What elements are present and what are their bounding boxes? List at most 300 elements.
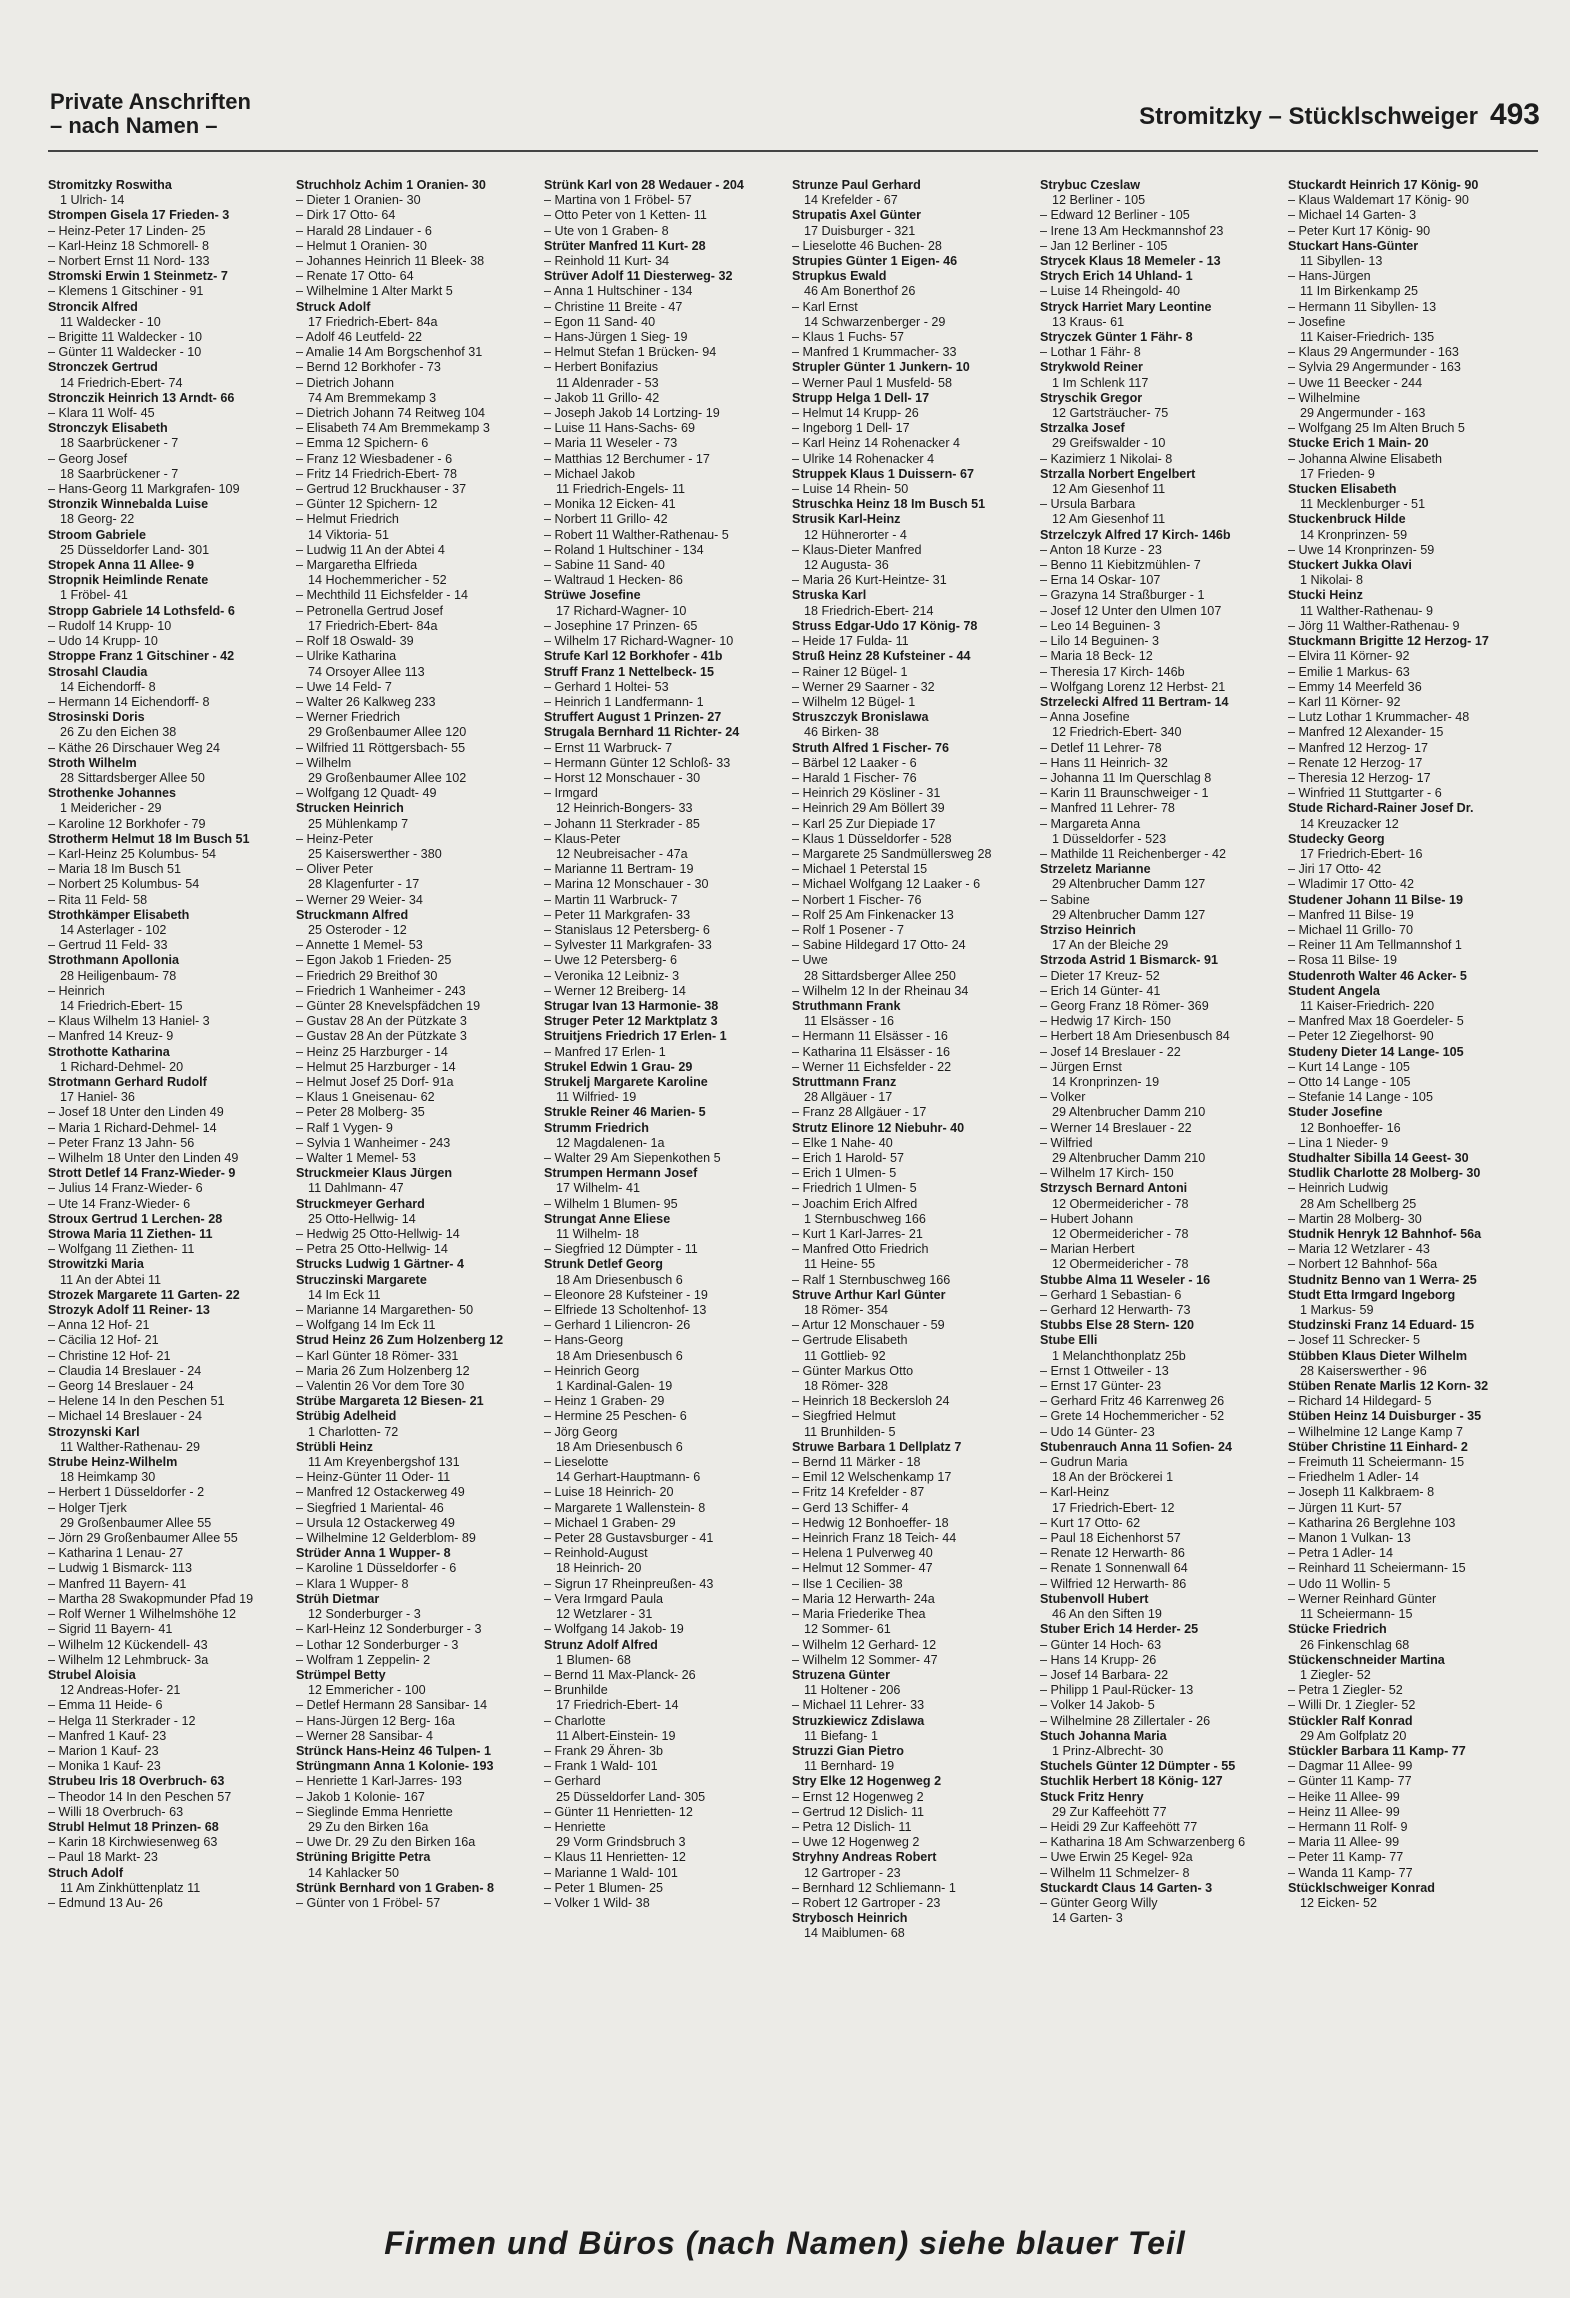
directory-entry: – Peter 12 Ziegelhorst- 90 xyxy=(1288,1029,1434,1044)
directory-entry: – Reinhard 11 Scheiermann- 15 xyxy=(1288,1561,1466,1576)
directory-entry: – Volker 14 Jakob- 5 xyxy=(1040,1698,1155,1713)
directory-entry: Strumm Friedrich xyxy=(544,1120,649,1135)
directory-entry: – Günter 28 Knevelspfädchen 19 xyxy=(296,998,481,1013)
directory-entry: 1 Melanchthonplatz 25b xyxy=(1052,1348,1186,1363)
directory-entry: – Jiri 17 Otto- 42 xyxy=(1288,862,1382,877)
directory-entry: – Hans-Georg xyxy=(544,1333,624,1348)
directory-entry: Studeny Dieter 14 Lange- 105 xyxy=(1288,1044,1464,1059)
directory-entry: Strünk Karl von 28 Wedauer - 204 xyxy=(544,178,744,192)
directory-entry: – Günter 11 Kamp- 77 xyxy=(1288,1774,1412,1789)
directory-entry: – Erich 1 Harold- 57 xyxy=(792,1151,904,1165)
directory-entry: – Anna Josefine xyxy=(1040,710,1130,725)
directory-entry: – Wilhelmine 28 Zillertaler - 26 xyxy=(1040,1713,1211,1728)
directory-entry: Strych Erich 14 Uhland- 1 xyxy=(1040,269,1193,284)
directory-entry: – Klaus-Peter xyxy=(544,831,621,846)
directory-entry: Strucks Ludwig 1 Gärtner- 4 xyxy=(296,1257,464,1272)
directory-entry: – Julius 14 Franz-Wieder- 6 xyxy=(48,1181,203,1196)
directory-entry: – Manfred 1 Krummacher- 33 xyxy=(792,345,957,360)
directory-entry: Stucke Erich 1 Main- 20 xyxy=(1288,436,1429,451)
directory-entry: – Roland 1 Hultschiner - 134 xyxy=(544,542,704,557)
directory-entry: Student Angela xyxy=(1288,983,1380,998)
directory-entry: Stückler Barbara 11 Kamp- 77 xyxy=(1288,1743,1466,1758)
directory-entry: – Theresia 12 Herzog- 17 xyxy=(1288,770,1431,785)
directory-entry: 11 Holtener - 206 xyxy=(804,1683,901,1698)
directory-entry: 14 Gerhart-Hauptmann- 6 xyxy=(556,1470,701,1485)
directory-entry: – Gerhard xyxy=(544,1774,601,1789)
directory-entry: – Helmut Friedrich xyxy=(296,512,399,527)
directory-entry: 14 Friedrich-Ebert- 15 xyxy=(60,998,183,1013)
directory-entry: – Helene 14 In den Peschen 51 xyxy=(48,1394,225,1409)
directory-entry: – Sylvia 29 Angermunder - 163 xyxy=(1288,360,1461,375)
directory-entry: Struzkiewicz Zdislawa xyxy=(792,1713,925,1728)
directory-entry: Strube Heinz-Wilhelm xyxy=(48,1455,178,1470)
directory-entry: – Karl-Heinz 12 Sonderburger - 3 xyxy=(296,1622,482,1637)
directory-entry: 18 Friedrich-Ebert- 214 xyxy=(804,603,934,618)
directory-entry: – Helmut Stefan 1 Brücken- 94 xyxy=(544,345,717,360)
directory-entry: Struckmeier Klaus Jürgen xyxy=(296,1166,453,1181)
directory-entry: Stroux Gertrud 1 Lerchen- 28 xyxy=(48,1211,223,1226)
directory-entry: – Josef 14 Breslauer - 22 xyxy=(1040,1044,1181,1059)
directory-entry: – Michael 1 Peterstal 15 xyxy=(792,862,928,877)
directory-entry: 1 Kardinal-Galen- 19 xyxy=(556,1379,673,1394)
directory-entry: – Klaus Waldemart 17 König- 90 xyxy=(1288,193,1469,208)
directory-entry: – Hans 11 Heinrich- 32 xyxy=(1040,755,1168,770)
directory-entry: – Manfred 12 Herzog- 17 xyxy=(1288,740,1429,755)
directory-entry: – Oliver Peter xyxy=(296,862,373,877)
directory-entry: – Valentin 26 Vor dem Tore 30 xyxy=(296,1379,465,1394)
directory-entry: Stronczik Heinrich 13 Arndt- 66 xyxy=(48,390,235,405)
directory-entry: – Siegfried 1 Mariental- 46 xyxy=(296,1500,444,1515)
directory-entry: 18 Am Driesenbusch 6 xyxy=(556,1439,683,1454)
directory-entry: – Matthias 12 Berchumer - 17 xyxy=(544,451,710,466)
directory-entry: – Norbert 25 Kolumbus- 54 xyxy=(48,877,200,892)
directory-entry: 18 Heimkamp 30 xyxy=(60,1470,156,1485)
directory-entry: – Leo 14 Beguinen- 3 xyxy=(1040,618,1161,633)
directory-entry: – Waltraud 1 Hecken- 86 xyxy=(544,573,683,588)
directory-entry: – Manfred 14 Kreuz- 9 xyxy=(48,1029,174,1044)
directory-entry: – Friedrich 1 Ulmen- 5 xyxy=(792,1181,917,1196)
directory-entry: – Emmy 14 Meerfeld 36 xyxy=(1288,679,1422,694)
directory-entry: Strüning Brigitte Petra xyxy=(296,1850,431,1865)
directory-entry: – Peter 11 Kamp- 77 xyxy=(1288,1850,1404,1865)
directory-entry: – Martin 11 Warbruck- 7 xyxy=(544,892,678,907)
directory-entry: – Peter Kurt 17 König- 90 xyxy=(1288,223,1431,238)
directory-entry: – Wilfried xyxy=(1040,1135,1093,1150)
directory-entry: Strzeletz Marianne xyxy=(1040,862,1151,877)
directory-entry: – Margaretha Elfrieda xyxy=(296,558,418,573)
column-4 xyxy=(792,178,1030,1942)
directory-entry: – Käthe 26 Dirschauer Weg 24 xyxy=(48,740,220,755)
directory-entry: Strüver Adolf 11 Diesterweg- 32 xyxy=(544,269,733,284)
directory-entry: 74 Orsoyer Allee 113 xyxy=(308,664,425,679)
directory-entry: Stüben Renate Marlis 12 Korn- 32 xyxy=(1288,1379,1489,1394)
directory-entry: – Theresia 17 Kirch- 146b xyxy=(1040,664,1185,679)
directory-entry: 18 An der Bröckerei 1 xyxy=(1052,1470,1174,1485)
directory-entry: Strothenke Johannes xyxy=(48,786,177,801)
directory-entry: – Emilie 1 Markus- 63 xyxy=(1288,664,1410,679)
directory-entry: – Klaus 1 Fuchs- 57 xyxy=(792,330,905,345)
directory-entry: – Werner Friedrich xyxy=(296,710,401,725)
directory-entry: – Ralf 1 Sternbuschweg 166 xyxy=(792,1272,951,1287)
directory-entry: 1 Richard-Dehmel- 20 xyxy=(60,1059,184,1074)
directory-entry: – Michael 11 Grillo- 70 xyxy=(1288,922,1414,937)
directory-entry: 29 Am Golfplatz 20 xyxy=(1300,1728,1407,1743)
directory-entry: Stryczek Günter 1 Fähr- 8 xyxy=(1040,330,1193,345)
directory-entry: – Maria 26 Zum Holzenberg 12 xyxy=(296,1363,470,1378)
directory-entry: – Hermann 11 Elsässer - 16 xyxy=(792,1029,948,1044)
directory-entry: Studecky Georg xyxy=(1288,831,1385,846)
directory-entry: 29 Zur Kaffeehött 77 xyxy=(1052,1804,1167,1819)
directory-entry: – Bärbel 12 Laaker - 6 xyxy=(792,755,917,770)
directory-entry: – Heinrich Ludwig xyxy=(1288,1181,1389,1196)
directory-entry: – Günter Georg Willy xyxy=(1040,1895,1158,1910)
directory-entry: Strykwold Reiner xyxy=(1040,360,1143,375)
directory-entry: – Karl Günter 18 Römer- 331 xyxy=(296,1348,459,1363)
directory-entry: – Werner 11 Eichsfelder - 22 xyxy=(792,1059,952,1074)
directory-entry: – Uwe 12 Petersberg- 6 xyxy=(544,953,678,968)
directory-entry: – Sigrun 17 Rheinpreußen- 43 xyxy=(544,1576,714,1591)
directory-entry: – Hans-Georg 11 Markgrafen- 109 xyxy=(48,482,240,497)
directory-entry: Stropp Gabriele 14 Lothsfeld- 6 xyxy=(48,603,235,618)
directory-entry: – Erich 14 Günter- 41 xyxy=(1040,983,1161,998)
directory-entry: – Winfried 11 Stuttgarter - 6 xyxy=(1288,786,1442,801)
directory-entry: Struszczyk Bronislawa xyxy=(792,710,929,725)
directory-entry: Studnitz Benno van 1 Werra- 25 xyxy=(1288,1272,1477,1287)
directory-entry: Stroppe Franz 1 Gitschiner - 42 xyxy=(48,649,235,664)
directory-entry: – Karoline 12 Borkhofer - 79 xyxy=(48,816,206,831)
directory-entry: Studhalter Sibilla 14 Geest- 30 xyxy=(1288,1151,1469,1165)
directory-entry: – Josefine xyxy=(1288,314,1346,329)
directory-entry: – Paul 18 Markt- 23 xyxy=(48,1850,158,1865)
directory-entry: Stryschik Gregor xyxy=(1040,390,1143,405)
directory-entry: – Henriette 1 Karl-Jarres- 193 xyxy=(296,1774,462,1789)
directory-entry: 14 Kronprinzen- 19 xyxy=(1052,1074,1160,1089)
directory-entry: – Hermann 11 Sibyllen- 13 xyxy=(1288,299,1437,314)
directory-entry: – Ernst 17 Günter- 23 xyxy=(1040,1379,1162,1394)
directory-entry: 11 Friedrich-Engels- 11 xyxy=(556,482,686,497)
directory-entry: Strufe Karl 12 Borkhofer - 41b xyxy=(544,649,723,664)
directory-entry: – Karin 11 Braunschweiger - 1 xyxy=(1040,786,1209,801)
directory-entry: Strungat Anne Eliese xyxy=(544,1211,671,1226)
directory-entry: – Ute 14 Franz-Wieder- 6 xyxy=(48,1196,191,1211)
directory-entry: – Heinrich 18 Beckersloh 24 xyxy=(792,1394,950,1409)
directory-entry: 11 Elsässer - 16 xyxy=(804,1014,895,1029)
directory-entry: Struzena Günter xyxy=(792,1667,890,1682)
directory-entry: Strubl Helmut 18 Prinzen- 68 xyxy=(48,1819,219,1834)
column-1 xyxy=(48,178,286,1911)
directory-entry: Strunk Detlef Georg xyxy=(544,1257,663,1272)
directory-entry: Stuckenbruck Hilde xyxy=(1288,512,1406,527)
directory-entry: – Klara 11 Wolf- 45 xyxy=(48,406,155,421)
directory-entry: – Hans-Jürgen 1 Sieg- 19 xyxy=(544,330,688,345)
directory-entry: 1 Sternbuschweg 166 xyxy=(804,1211,926,1226)
directory-entry: – Renate 17 Otto- 64 xyxy=(296,269,414,284)
directory-entry: 18 Saarbrückener - 7 xyxy=(60,466,179,481)
directory-entry: Strupatis Axel Günter xyxy=(792,208,921,223)
directory-entry: – Karl 11 Körner- 92 xyxy=(1288,694,1401,709)
directory-entry: – Franz 28 Allgäuer - 17 xyxy=(792,1105,927,1120)
directory-entry: Stronczyk Elisabeth xyxy=(48,421,168,436)
directory-entry: 17 Haniel- 36 xyxy=(60,1090,135,1105)
directory-entry: Stropnik Heimlinde Renate xyxy=(48,573,209,588)
directory-entry: 11 Walther-Rathenau- 29 xyxy=(60,1439,201,1454)
directory-entry: Stronzik Winnebalda Luise xyxy=(48,497,209,512)
directory-entry: – Karin 18 Kirchwiesenweg 63 xyxy=(48,1835,218,1850)
directory-entry: 1 Im Schlenk 117 xyxy=(1052,375,1149,390)
column-6 xyxy=(1288,178,1526,1911)
directory-entry: – Heide 17 Fulda- 11 xyxy=(792,634,909,649)
directory-entry: – Manfred 11 Bayern- 41 xyxy=(48,1576,187,1591)
directory-entry: 12 Obermeidericher - 78 xyxy=(1052,1227,1189,1242)
directory-entry: – Johann 11 Sterkrader - 85 xyxy=(544,816,700,831)
directory-entry: Strybosch Heinrich xyxy=(792,1911,908,1926)
directory-entry: 29 Großenbaumer Allee 120 xyxy=(308,725,467,740)
directory-entry: 28 Heiligenbaum- 78 xyxy=(60,968,177,983)
directory-entry: Struchholz Achim 1 Oranien- 30 xyxy=(296,178,486,192)
directory-entry: – Reinhold 11 Kurt- 34 xyxy=(544,254,670,269)
directory-entry: – Mechthild 11 Eichsfelder - 14 xyxy=(296,588,468,603)
directory-entry: – Wilhelmine 12 Lange Kamp 7 xyxy=(1288,1424,1464,1439)
directory-entry: – Manfred 12 Ostackerweg 49 xyxy=(296,1485,465,1500)
directory-entry: 17 Friedrich-Ebert- 16 xyxy=(1300,846,1423,861)
directory-entry: Struch Adolf xyxy=(48,1865,124,1880)
directory-entry: Strüh Dietmar xyxy=(296,1591,380,1606)
directory-entry: 25 Kaiserswerther - 380 xyxy=(308,846,442,861)
directory-entry: – Friedhelm 1 Adler- 14 xyxy=(1288,1470,1419,1485)
directory-entry: – Günter von 1 Fröbel- 57 xyxy=(296,1895,441,1910)
directory-entry: – Luise 11 Hans-Sachs- 69 xyxy=(544,421,695,436)
directory-entry: – Michael 14 Garten- 3 xyxy=(1288,208,1417,223)
directory-entry: – Willi Dr. 1 Ziegler- 52 xyxy=(1288,1698,1416,1713)
directory-entry: – Katharina 11 Elsässer - 16 xyxy=(792,1044,950,1059)
section-title-line2: – nach Namen – xyxy=(50,113,218,138)
directory-entry: – Hermann Günter 12 Schloß- 33 xyxy=(544,755,731,770)
directory-entry: Strott Detlef 14 Franz-Wieder- 9 xyxy=(48,1166,236,1181)
directory-entry: 46 Am Bonerthof 26 xyxy=(804,284,916,299)
directory-entry: Stropek Anna 11 Allee- 9 xyxy=(48,558,195,573)
directory-entry: 12 Sonderburger - 3 xyxy=(308,1607,421,1622)
directory-entry: – Helmut 25 Harzburger - 14 xyxy=(296,1059,456,1074)
directory-entry: 12 Am Giesenhof 11 xyxy=(1052,512,1166,527)
directory-entry: 18 Saarbrückener - 7 xyxy=(60,436,179,451)
directory-entry: Stubenrauch Anna 11 Sofien- 24 xyxy=(1040,1439,1232,1454)
directory-entry: – Josephine 17 Prinzen- 65 xyxy=(544,618,698,633)
directory-entry: 12 Andreas-Hofer- 21 xyxy=(60,1683,181,1698)
directory-entry: Strübe Margareta 12 Biesen- 21 xyxy=(296,1394,484,1409)
directory-entry: – Ernst 11 Warbruck- 7 xyxy=(544,740,673,755)
directory-entry: 13 Kraus- 61 xyxy=(1052,314,1125,329)
directory-entry: – Manfred 17 Erlen- 1 xyxy=(544,1044,666,1059)
directory-entry: Stryhny Andreas Robert xyxy=(792,1850,937,1865)
directory-entry: – Karoline 1 Düsseldorfer - 6 xyxy=(296,1561,457,1576)
directory-entry: – Heinrich Georg xyxy=(544,1363,640,1378)
directory-entry: Strusik Karl-Heinz xyxy=(792,512,901,527)
directory-entry: Strübig Adelheid xyxy=(296,1409,397,1424)
directory-entry: – Klemens 1 Gitschiner - 91 xyxy=(48,284,204,299)
directory-entry: – Hans-Jürgen xyxy=(1288,269,1371,284)
directory-entry: – Holger Tjerk xyxy=(48,1500,127,1515)
directory-entry: 1 Nikolai- 8 xyxy=(1300,573,1363,588)
directory-entry: – Gerhard 1 Liliencron- 26 xyxy=(544,1318,691,1333)
directory-entry: Struthmann Frank xyxy=(792,998,901,1013)
directory-entry: Strozynski Karl xyxy=(48,1424,140,1439)
directory-entry: – Wladimir 17 Otto- 42 xyxy=(1288,877,1414,892)
directory-entry: – Luise 14 Rheingold- 40 xyxy=(1040,284,1181,299)
directory-entry: 1 Ziegler- 52 xyxy=(1300,1667,1371,1682)
directory-entry: Strud Heinz 26 Zum Holzenberg 12 xyxy=(296,1333,504,1348)
directory-entry: 46 An den Siften 19 xyxy=(1052,1607,1162,1622)
directory-entry: Stücklschweiger Konrad xyxy=(1288,1880,1435,1895)
directory-entry: – Wilfried 12 Herwarth- 86 xyxy=(1040,1576,1187,1591)
directory-entry: 11 Heine- 55 xyxy=(804,1257,876,1272)
directory-entry: – Werner 14 Breslauer - 22 xyxy=(1040,1120,1192,1135)
directory-entry: 11 Am Zinkhüttenplatz 11 xyxy=(60,1880,201,1895)
directory-entry: – Josef 14 Barbara- 22 xyxy=(1040,1667,1169,1682)
directory-entry: Strupkus Ewald xyxy=(792,269,887,284)
directory-entry: Stroom Gabriele xyxy=(48,527,146,542)
directory-entry: 12 Magdalenen- 1a xyxy=(556,1135,665,1150)
directory-entry: – Harald 28 Lindauer - 6 xyxy=(296,223,432,238)
directory-entry: Strozek Margarete 11 Garten- 22 xyxy=(48,1287,240,1302)
directory-entry: 17 An der Bleiche 29 xyxy=(1052,938,1169,953)
directory-entry: Struitjens Friedrich 17 Erlen- 1 xyxy=(544,1029,727,1044)
directory-entry: – Michael Jakob xyxy=(544,466,636,481)
directory-entry: 29 Greifswalder - 10 xyxy=(1052,436,1166,451)
directory-entry: – Johanna Alwine Elisabeth xyxy=(1288,451,1443,466)
directory-entry: 14 Kronprinzen- 59 xyxy=(1300,527,1408,542)
directory-entry: – Hedwig 25 Otto-Hellwig- 14 xyxy=(296,1227,460,1242)
directory-entry: 14 Friedrich-Ebert- 74 xyxy=(60,375,183,390)
directory-entry: – Marion 1 Kauf- 23 xyxy=(48,1743,159,1758)
directory-entry: – Wolfgang 14 Im Eck 11 xyxy=(296,1318,436,1333)
directory-entry: – Elvira 11 Körner- 92 xyxy=(1288,649,1410,664)
directory-entry: 14 Krefelder - 67 xyxy=(804,193,898,208)
directory-entry: Stubenvoll Hubert xyxy=(1040,1591,1149,1606)
directory-entry: – Hubert Johann xyxy=(1040,1211,1134,1226)
directory-entry: – Werner 29 Weier- 34 xyxy=(296,892,423,907)
directory-entry: 18 Römer- 354 xyxy=(804,1303,888,1318)
directory-entry: – Martin 28 Molberg- 30 xyxy=(1288,1211,1422,1226)
directory-entry: 29 Altenbrucher Damm 210 xyxy=(1052,1151,1206,1165)
directory-entry: – Anna 1 Hultschiner - 134 xyxy=(544,284,693,299)
directory-entry: – Heinrich 1 Landfermann- 1 xyxy=(544,694,704,709)
directory-entry: – Detlef 11 Lehrer- 78 xyxy=(1040,740,1162,755)
directory-entry: – Artur 12 Monschauer - 59 xyxy=(792,1318,945,1333)
directory-entry: 26 Finkenschlag 68 xyxy=(1300,1637,1410,1652)
directory-entry: – Marianne 1 Wald- 101 xyxy=(544,1865,678,1880)
directory-entry: – Udo 14 Krupp- 10 xyxy=(48,634,158,649)
directory-entry: Struschka Heinz 18 Im Busch 51 xyxy=(792,497,986,512)
directory-entry: 1 Meidericher - 29 xyxy=(60,801,162,816)
directory-entry: – Henriette xyxy=(544,1819,606,1834)
directory-entry: 1 Fröbel- 41 xyxy=(60,588,128,603)
directory-entry: – Ingeborg 1 Dell- 17 xyxy=(792,421,910,436)
directory-entry: – Rudolf 14 Krupp- 10 xyxy=(48,618,172,633)
directory-entry: – Jan 12 Berliner - 105 xyxy=(1040,238,1168,253)
directory-entry: 11 Albert-Einstein- 19 xyxy=(556,1728,676,1743)
directory-entry: Strüder Anna 1 Wupper- 8 xyxy=(296,1546,451,1561)
directory-entry: – Friedrich 29 Breithof 30 xyxy=(296,968,438,983)
directory-entry: Strzelczyk Alfred 17 Kirch- 146b xyxy=(1040,527,1231,542)
directory-entry: Strunze Paul Gerhard xyxy=(792,178,921,192)
directory-entry: 25 Osteroder - 12 xyxy=(308,922,407,937)
directory-entry: – Günter 11 Henrietten- 12 xyxy=(544,1804,693,1819)
page-number: 493 xyxy=(1489,98,1540,131)
directory-entry: 12 Friedrich-Ebert- 340 xyxy=(1052,725,1182,740)
directory-entry: Studenroth Walter 46 Acker- 5 xyxy=(1288,968,1467,983)
directory-entry: – Petra 1 Adler- 14 xyxy=(1288,1546,1394,1561)
directory-entry: – Annette 1 Memel- 53 xyxy=(296,938,423,953)
directory-entry: – Grazyna 14 Straßburger - 1 xyxy=(1040,588,1205,603)
directory-entry: 11 Mecklenburger - 51 xyxy=(1300,497,1426,512)
directory-entry: – Luise 18 Heinrich- 20 xyxy=(544,1485,674,1500)
directory-entry: – Heike 11 Allee- 99 xyxy=(1288,1789,1400,1804)
directory-entry: – Lilo 14 Beguinen- 3 xyxy=(1040,634,1160,649)
directory-entry: Strotherm Helmut 18 Im Busch 51 xyxy=(48,831,250,846)
directory-entry: 12 Heinrich-Bongers- 33 xyxy=(556,801,693,816)
directory-entry: 11 Waldecker - 10 xyxy=(60,314,161,329)
directory-entry: – Heinz 1 Graben- 29 xyxy=(544,1394,665,1409)
directory-entry: – Willi 18 Overbruch- 63 xyxy=(48,1804,184,1819)
directory-entry: – Bernd 12 Borkhofer - 73 xyxy=(296,360,441,375)
directory-entry: – Karl 25 Zur Diepiade 17 xyxy=(792,816,936,831)
directory-entry: Stuck Fritz Henry xyxy=(1040,1789,1144,1804)
directory-entry: – Walter 26 Kalkweg 233 xyxy=(296,694,436,709)
directory-entry: Strumpen Hermann Josef xyxy=(544,1166,698,1181)
directory-entry: Stückenschneider Martina xyxy=(1288,1652,1445,1667)
directory-entry: – Michael 14 Breslauer - 24 xyxy=(48,1409,203,1424)
directory-entry: Studener Johann 11 Bilse- 19 xyxy=(1288,892,1463,907)
directory-entry: – Karl-Heinz xyxy=(1040,1485,1110,1500)
directory-entry: 12 Augusta- 36 xyxy=(804,558,889,573)
directory-entry: – Herbert 18 Am Driesenbusch 84 xyxy=(1040,1029,1230,1044)
directory-entry: Struzzi Gian Pietro xyxy=(792,1743,904,1758)
directory-entry: – Manfred 11 Lehrer- 78 xyxy=(1040,801,1175,816)
directory-entry: – Edward 12 Berliner - 105 xyxy=(1040,208,1190,223)
directory-entry: 14 Garten- 3 xyxy=(1052,1911,1123,1926)
directory-entry: – Uwe 11 Beecker - 244 xyxy=(1288,375,1423,390)
directory-entry: – Wilhelmine 1 Alter Markt 5 xyxy=(296,284,453,299)
directory-entry: – Karl Ernst xyxy=(792,299,858,314)
directory-entry: 14 Kreuzacker 12 xyxy=(1300,816,1399,831)
directory-entry: Strosinski Doris xyxy=(48,710,145,725)
directory-entry: – Uwe Dr. 29 Zu den Birken 16a xyxy=(296,1835,476,1850)
directory-entry: – Maria 12 Wetzlarer - 43 xyxy=(1288,1242,1430,1257)
directory-entry: – Günter Markus Otto xyxy=(792,1363,914,1378)
directory-entry: – Ludwig 1 Bismarck- 113 xyxy=(48,1561,192,1576)
directory-entry: – Franz 12 Wiesbadener - 6 xyxy=(296,451,453,466)
directory-entry: – Vera Irmgard Paula xyxy=(544,1591,664,1606)
directory-entry: – Amalie 14 Am Borgschenhof 31 xyxy=(296,345,483,360)
directory-entry: 11 Bernhard- 19 xyxy=(804,1759,895,1774)
directory-entry: – Jörg 11 Walther-Rathenau- 9 xyxy=(1288,618,1460,633)
directory-entry: – Norbert 12 Bahnhof- 56a xyxy=(1288,1257,1438,1272)
directory-entry: – Sabine xyxy=(1040,892,1090,907)
directory-entry: Struger Peter 12 Marktplatz 3 xyxy=(544,1014,718,1029)
directory-entry: – Brigitte 11 Waldecker - 10 xyxy=(48,330,202,345)
directory-entry: – Cäcilia 12 Hof- 21 xyxy=(48,1333,159,1348)
directory-entry: 11 Wilhelm- 18 xyxy=(556,1227,640,1242)
directory-entry: Strünk Bernhard von 1 Graben- 8 xyxy=(296,1880,495,1895)
directory-entry: – Petra 12 Dislich- 11 xyxy=(792,1819,912,1834)
directory-entry: 29 Altenbrucher Damm 127 xyxy=(1052,907,1206,922)
directory-entry: – Marina 12 Monschauer - 30 xyxy=(544,877,709,892)
directory-entry: – Horst 12 Monschauer - 30 xyxy=(544,770,701,785)
directory-entry: – Michael Wolfgang 12 Laaker - 6 xyxy=(792,877,981,892)
directory-entry: Stryck Harriet Mary Leontine xyxy=(1040,299,1212,314)
directory-entry: – Günter 14 Hoch- 63 xyxy=(1040,1637,1162,1652)
directory-entry: – Theodor 14 In den Peschen 57 xyxy=(48,1789,232,1804)
